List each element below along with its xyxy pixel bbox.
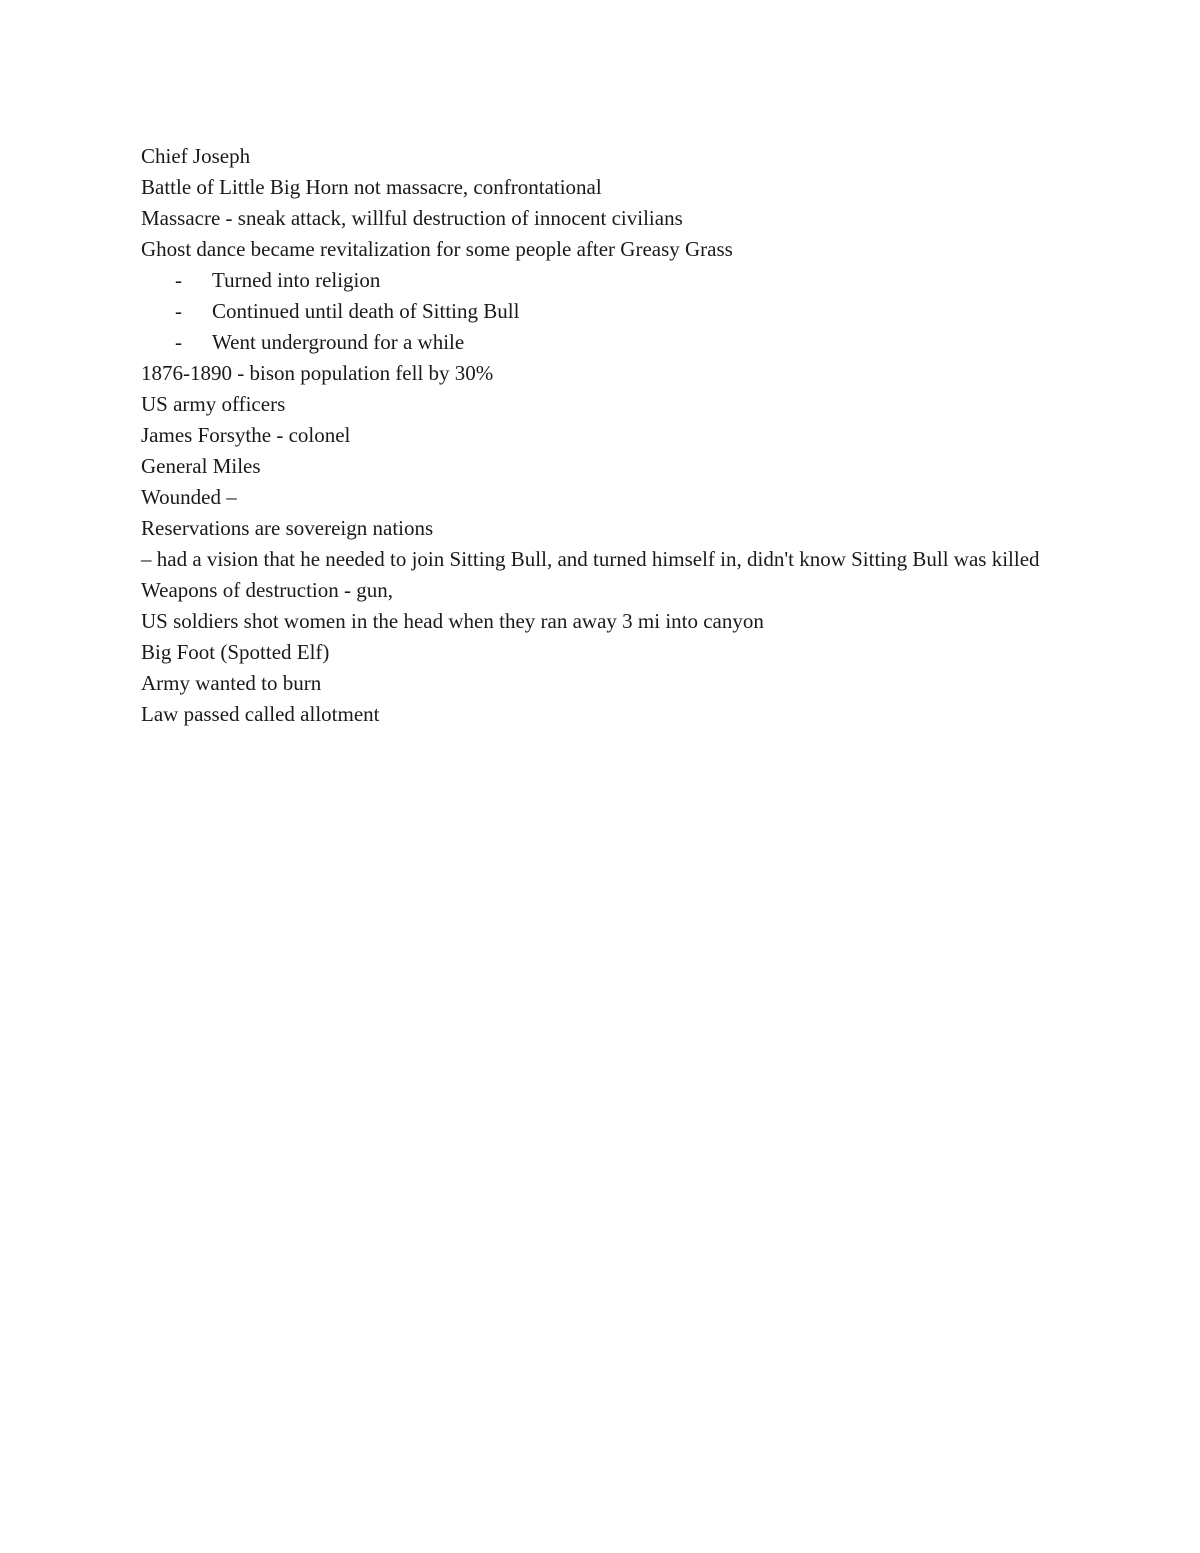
note-line: US army officers [141, 392, 286, 416]
bullet-text: Continued until death of Sitting Bull [212, 299, 520, 323]
note-line: Big Foot (Spotted Elf) [141, 640, 330, 664]
note-line: Chief Joseph [141, 144, 251, 168]
note-line: US soldiers shot women in the head when they ran away 3 mi into canyon [141, 609, 764, 633]
note-line: Ghost dance became revitalization for some people after Greasy Grass [141, 237, 733, 261]
note-line: Wounded – [141, 485, 237, 509]
note-line: 1876-1890 - bison population fell by 30% [141, 361, 494, 385]
note-line: General Miles [141, 454, 261, 478]
bullet-item [141, 265, 1061, 296]
bullet-text: Turned into religion [212, 268, 381, 292]
bullet-text: Went underground for a while [212, 330, 465, 354]
note-line: James Forsythe - colonel [141, 423, 351, 447]
bullet-dash: - [175, 299, 182, 323]
note-line: – had a vision that he needed to join Sitting Bull, and turned himself in, didn't know Sitting Bull was killed [141, 547, 1040, 571]
bullet-item [141, 327, 1061, 358]
note-line: Battle of Little Big Horn not massacre, confrontational [141, 175, 602, 199]
notes-body [141, 141, 1061, 730]
bullet-item [141, 296, 1061, 327]
note-line: Army wanted to burn [141, 671, 322, 695]
note-line: Reservations are sovereign nations [141, 516, 434, 540]
bullet-dash: - [175, 330, 182, 354]
note-line: Massacre - sneak attack, willful destruction of innocent civilians [141, 206, 683, 230]
bullet-list [141, 265, 1061, 358]
note-line: Weapons of destruction - gun, [141, 578, 393, 602]
note-line: Law passed called allotment [141, 702, 380, 726]
bullet-dash: - [175, 268, 182, 292]
